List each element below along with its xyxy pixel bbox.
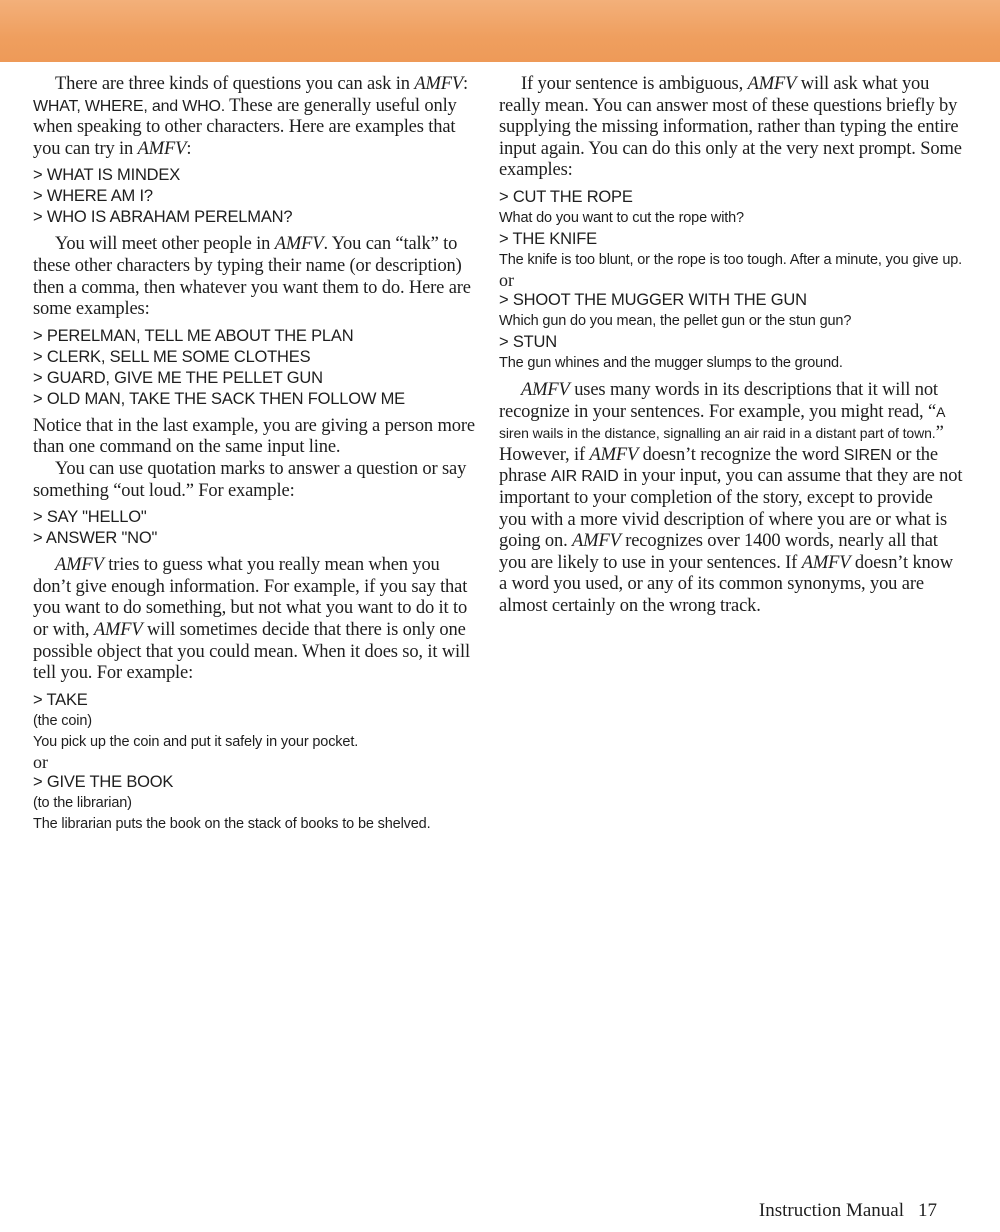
paragraph-guessing: AMFV tries to guess what you really mean when you don’t give enough information. For example, if you say that you want to do something, but not what you want to do it to or with, AMFV will sometimes decide that there is only one possible object that you could mean. When it does so, it will tell you. For example: (33, 555, 471, 684)
example-separator-or: or (499, 269, 514, 290)
example-command: > WHAT IS MINDEX (33, 166, 180, 185)
example-command: > OLD MAN, TAKE THE SACK THEN FOLLOW ME (33, 389, 405, 408)
paragraph-vocabulary: AMFV uses many words in its descriptions that it will not recognize in your sentences. For example, you might read, “A siren wails in the distance, signalling an air raid in a distant part of town.” However, if AMFV doesn’t recognize the word SIREN or the phrase AIR RAID in your input, you can assume that they are not important to your completion of the story, except to provide you with a more vivid description of where you are or what is going on. AMFV recognizes over 1400 words, nearly all that you are likely to use in your sentences. If AMFV doesn’t know a word you used, or any of its common synonyms, you are almost certainly on the wrong track. (499, 379, 963, 616)
page-footer (759, 1200, 937, 1222)
header-color-band (0, 0, 1000, 62)
example-block-guessing (33, 690, 481, 835)
page-number: 17 (918, 1200, 937, 1221)
example-block-questions (33, 165, 481, 228)
example-command: > THE KNIFE (499, 229, 597, 248)
paragraph-question-types: There are three kinds of questions you can ask in AMFV: WHAT, WHERE, and WHO. These are generally useful only when speaking to other characters. Here are examples that you can try in AMFV: (33, 74, 469, 159)
footer-label: Instruction Manual (758, 1200, 904, 1221)
example-response: What do you want to cut the rope with? (499, 209, 744, 226)
left-column (33, 74, 481, 841)
example-command: > GIVE THE BOOK (33, 772, 174, 791)
example-response: You pick up the coin and put it safely in your pocket. (33, 733, 359, 750)
paragraph-other-people: You will meet other people in AMFV. You can “talk” to these other characters by typing their name (or description) then a comma, then whatever you want them to do. Here are some examples: (33, 234, 471, 320)
example-command: > TAKE (33, 690, 88, 709)
example-command: > WHO IS ABRAHAM PERELMAN? (33, 208, 293, 227)
paragraph-ambiguous: If your sentence is ambiguous, AMFV will ask what you really mean. You can answer most of these questions briefly by supplying the missing information, rather than typing the entire input again. You can do this only at the very next prompt. Some examples: (499, 74, 962, 181)
example-response: The knife is too blunt, or the rope is too tough. After a minute, you give up. (499, 251, 963, 268)
paragraph-quotation-marks: You can use quotation marks to answer a question or say something “out loud.” For example: (33, 458, 467, 501)
example-block-ambiguous (499, 187, 964, 374)
example-block-talking (33, 326, 481, 410)
example-response: (to the librarian) (33, 794, 132, 811)
example-command: > CLERK, SELL ME SOME CLOTHES (33, 347, 311, 366)
example-block-quotes (33, 507, 481, 549)
example-command: > ANSWER "NO" (33, 529, 158, 548)
example-response: The librarian puts the book on the stack of books to be shelved. (33, 815, 431, 832)
right-column (499, 74, 964, 618)
example-command: > CUT THE ROPE (499, 187, 633, 206)
example-command: > WHERE AM I? (33, 187, 153, 206)
example-separator-or: or (33, 751, 48, 772)
example-command: > SAY "HELLO" (33, 508, 147, 527)
example-command: > GUARD, GIVE ME THE PELLET GUN (33, 368, 323, 387)
example-command: > STUN (499, 332, 557, 351)
paragraph-notice: Notice that in the last example, you are giving a person more than one command on the same input line. (33, 415, 475, 458)
example-command: > PERELMAN, TELL ME ABOUT THE PLAN (33, 326, 354, 345)
example-command: > SHOOT THE MUGGER WITH THE GUN (499, 290, 807, 309)
example-response: Which gun do you mean, the pellet gun or the stun gun? (499, 312, 852, 329)
example-response: The gun whines and the mugger slumps to the ground. (499, 354, 843, 371)
example-response: (the coin) (33, 712, 92, 729)
